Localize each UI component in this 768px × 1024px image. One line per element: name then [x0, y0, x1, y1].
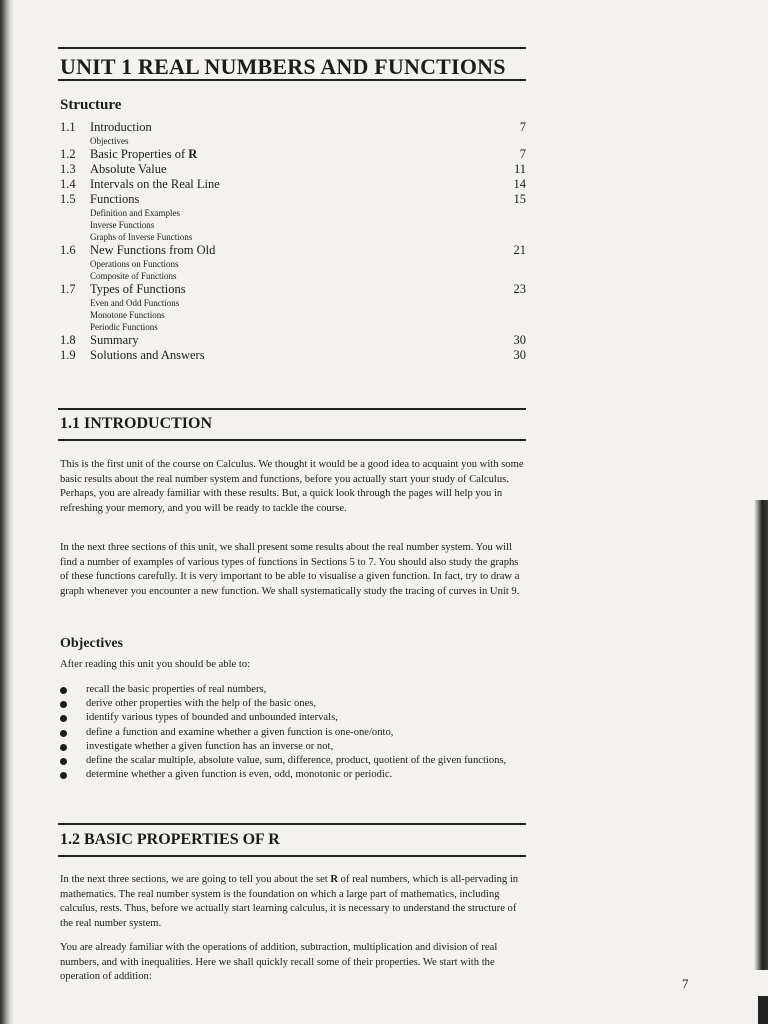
toc-title-text: Summary [90, 333, 139, 347]
toc-subsection: Composite of Functions [90, 271, 177, 281]
toc-page-number: 14 [513, 177, 526, 191]
toc-row [58, 243, 526, 258]
toc-number: 1.5 [60, 192, 76, 206]
bullet-icon [60, 701, 67, 708]
objective-text: derive other properties with the help of the basic ones, [86, 698, 317, 710]
toc-row [58, 333, 526, 348]
objective-text: investigate whether a given function has an inverse or not, [86, 740, 334, 752]
toc-number: 1.8 [60, 333, 76, 347]
toc-number: 1.2 [60, 147, 76, 161]
toc-subsection: Objectives [90, 136, 129, 146]
objectives-intro: After reading this unit you should be able to: [60, 659, 251, 670]
toc-title-text: Functions [90, 192, 140, 206]
objective-text: define a function and examine whether a given function is one-one/onto, [86, 726, 394, 738]
toc-row [58, 120, 526, 135]
basic-section-title: 1.2 BASIC PROPERTIES OF R [60, 831, 280, 848]
toc-title [90, 282, 186, 297]
scan-shadow-corner [758, 996, 768, 1024]
toc-row [58, 192, 526, 207]
intro-paragraph-2: In the next three sections of this unit, we shall present some results about the real number system. You will find a number of examples of various types of functions in Sections 5 to 7. You should also study the graphs of these functions carefully. It is very important to be able to visualise a given function. In fact, try to draw a graph whenever you encounter a new function. We shall systematically study the tracing of curves in Unit 9. [60, 542, 520, 597]
basic-paragraph-1 [60, 873, 528, 931]
basic-paragraph-1-end: of real numbers, which is all-pervading in mathematics. The real number system is the foundation on which a large part of mathematics, including calculus, rests. Thus, before we actually start learning calculus, it is necessary to understand the structure of the real number system. [60, 874, 519, 929]
objective-item [58, 697, 528, 711]
toc-number: 1.3 [60, 162, 76, 176]
toc-title-text: Solutions and Answers [90, 348, 205, 362]
toc-title [90, 192, 139, 207]
toc-title-text: Types of Functions [90, 282, 186, 296]
toc-row [58, 147, 526, 162]
toc-subsection: Monotone Functions [90, 310, 165, 320]
bullet-icon [60, 758, 67, 765]
objective-item [58, 768, 528, 782]
toc-title-bold: R [188, 147, 198, 161]
toc-subsection: Operations on Functions [90, 259, 179, 269]
toc-subsection: Inverse Functions [90, 220, 155, 230]
toc-title [90, 120, 152, 135]
document-page [58, 0, 526, 1024]
toc-title [90, 162, 167, 177]
toc-number: 1.6 [60, 243, 76, 257]
toc-subsection: Definition and Examples [90, 208, 180, 218]
objective-text: determine whether a given function is even, odd, monotonic or periodic. [86, 769, 393, 781]
toc-page-number: 7 [519, 147, 526, 161]
top-rule [58, 47, 526, 49]
toc-number: 1.9 [60, 348, 76, 362]
basic-paragraph-2: You are already familiar with the operations of addition, subtraction, multiplication and division of real numbers, and with inequalities. Here we shall quickly recall some of their properties. We start with the operation of addition: [60, 942, 498, 983]
scan-shadow-right [754, 500, 768, 970]
toc-title [90, 147, 197, 162]
toc-number: 1.7 [60, 282, 76, 296]
table-of-contents [58, 120, 526, 363]
toc-subsection: Even and Odd Functions [90, 298, 180, 308]
toc-subsection: Periodic Functions [90, 322, 158, 332]
objectives-list [58, 683, 528, 782]
intro-top-rule [58, 408, 526, 410]
toc-title-text: Absolute Value [90, 162, 167, 176]
objective-item [58, 726, 528, 740]
bullet-icon [60, 772, 67, 779]
scan-shadow-left [0, 0, 14, 1024]
toc-page-number: 7 [519, 120, 526, 134]
toc-title-text: Introduction [90, 120, 152, 134]
toc-title [90, 177, 220, 192]
objective-item [58, 754, 528, 768]
toc-title-text: Intervals on the Real Line [90, 177, 220, 191]
toc-subsection: Graphs of Inverse Functions [90, 232, 193, 242]
basic-bottom-rule [58, 855, 526, 857]
toc-row [58, 348, 526, 363]
basic-paragraph-1-start: In the next three sections, we are going to tell you about the set [60, 874, 331, 885]
intro-section-title: 1.1 INTRODUCTION [60, 415, 213, 432]
unit-title: UNIT 1 REAL NUMBERS AND FUNCTIONS [60, 54, 506, 79]
objectives-heading: Objectives [60, 636, 123, 651]
toc-title [90, 348, 205, 363]
toc-row [58, 162, 526, 177]
toc-page-number: 11 [513, 162, 526, 176]
bullet-icon [60, 687, 67, 694]
toc-row [58, 177, 526, 192]
intro-bottom-rule [58, 439, 526, 441]
objective-text: define the scalar multiple, absolute value, sum, difference, product, quotient of the given functions, [86, 755, 507, 767]
toc-page-number: 15 [513, 192, 526, 206]
objective-item [58, 683, 528, 697]
objective-text: recall the basic properties of real numbers, [86, 684, 267, 695]
structure-heading: Structure [60, 97, 122, 113]
bullet-icon [60, 744, 67, 751]
intro-paragraph-1: This is the first unit of the course on Calculus. We thought it would be a good idea to acquaint you with some basic results about the real number system and functions, before you actually start your study of Calculus. Perhaps, you are already familiar with these results. But, a quick look through the pages will help you in refreshing your memory, and you will be ready to tackle the course. [60, 459, 524, 514]
unit-title-rule [58, 79, 526, 81]
toc-title-text: New Functions from Old [90, 243, 216, 257]
toc-page-number: 21 [513, 243, 526, 257]
toc-number: 1.4 [60, 177, 76, 191]
toc-row [58, 282, 526, 297]
page-number: 7 [682, 976, 689, 991]
basic-top-rule [58, 823, 526, 825]
toc-number: 1.1 [60, 120, 76, 134]
objective-item [58, 711, 528, 725]
bullet-icon [60, 730, 67, 737]
toc-page-number: 30 [513, 348, 526, 362]
set-r-symbol: R [330, 874, 339, 885]
toc-title [90, 243, 215, 258]
toc-page-number: 23 [513, 282, 526, 296]
toc-page-number: 30 [513, 333, 526, 347]
toc-title-text: Basic Properties of [90, 147, 189, 161]
bullet-icon [60, 715, 67, 722]
toc-title [90, 333, 139, 348]
objective-text: identify various types of bounded and unbounded intervals, [86, 712, 338, 724]
objective-item [58, 740, 528, 754]
